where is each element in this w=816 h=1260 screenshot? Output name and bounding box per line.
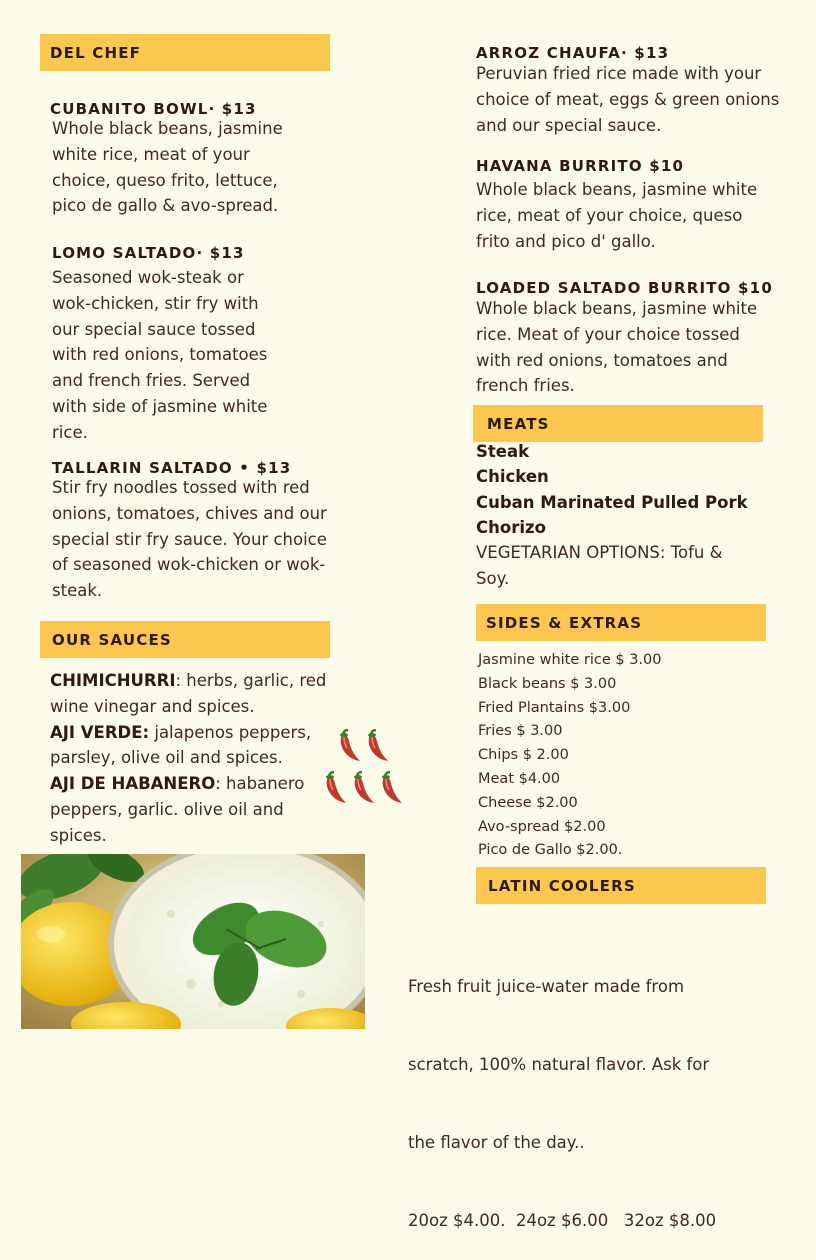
meat-item: Steak xyxy=(476,442,530,461)
lemonade-photo-image xyxy=(21,854,365,1029)
lomo-description: Seasoned wok-steak or wok-chicken, stir fry with our special sauce tossed with red onions, tomatoes and french fries. Served with side of jasmine white rice. xyxy=(52,268,268,442)
chili-pepper-icon xyxy=(322,771,350,805)
vegetarian-options: VEGETARIAN OPTIONS: Tofu & Soy. xyxy=(476,543,723,588)
aji-habanero-line-2: peppers, garlic. olive oil and xyxy=(50,799,284,819)
side-item: Pico de Gallo $2.00. xyxy=(478,842,623,859)
arroz-description: Peruvian fried rice made with your choice of meat, eggs & green onions and our special sauce. xyxy=(476,64,780,135)
meats-banner xyxy=(473,405,763,442)
tallarin-title: TALLARIN SALTADO • $13 xyxy=(52,459,292,477)
lemonade-photo xyxy=(21,854,365,1029)
chili-pepper-icon xyxy=(364,729,392,763)
coolers-description: Fresh fruit juice-water made from scratch, 100% natural flavor. Ask for the flavor of the day.. 20oz $4.00. 24oz $6.00 32oz $8.00 xyxy=(408,977,717,1230)
sides-banner xyxy=(476,604,766,641)
side-item: Meat $4.00 xyxy=(478,770,561,787)
sides-heading: SIDES & EXTRAS xyxy=(486,613,643,632)
meats-heading: MEATS xyxy=(487,414,550,433)
del-chef-heading: DEL CHEF xyxy=(50,43,142,62)
latin-coolers-heading: LATIN COOLERS xyxy=(488,876,636,895)
side-item: Cheese $2.00 xyxy=(478,794,578,811)
aji-habanero-line-3: spices. xyxy=(50,825,107,845)
latin-coolers-banner xyxy=(476,867,766,904)
our-sauces-banner xyxy=(40,621,330,658)
meat-item: Cuban Marinated Pulled Pork xyxy=(476,492,748,512)
lomo-title: LOMO SALTADO· $13 xyxy=(52,244,245,262)
aji-verde-line-1: AJI VERDE: jalapenos peppers, xyxy=(50,722,312,742)
tallarin-description: Stir fry noodles tossed with red onions, tomatoes, chives and our special stir fry sauce. Your choice of seasoned wok-chicken or wok- steak. xyxy=(52,478,327,601)
aji-verde-heat xyxy=(336,729,396,763)
meat-item: Chorizo xyxy=(476,517,546,537)
chili-pepper-icon xyxy=(378,771,406,805)
del-chef-banner xyxy=(40,34,330,71)
chimichurri-line-1: CHIMICHURRI: herbs, garlic, red xyxy=(50,671,327,690)
side-item: Black beans $ 3.00 xyxy=(478,675,617,692)
side-item: Fries $ 3.00 xyxy=(478,723,563,740)
sauces-list xyxy=(50,668,350,849)
loaded-description: Whole black beans, jasmine white rice. Meat of your choice tossed with red onions, tomatoes and french fries. xyxy=(476,299,758,396)
chimichurri-line-2: wine vinegar and spices. xyxy=(50,696,255,716)
chili-pepper-icon xyxy=(336,729,364,763)
side-item: Jasmine white rice $ 3.00 xyxy=(478,652,662,668)
aji-habanero-heat xyxy=(322,771,412,805)
sides-list xyxy=(478,649,662,863)
cubanito-description: Whole black beans, jasmine white rice, meat of your choice, queso frito, lettuce, pico de gallo & avo-spread. xyxy=(52,119,283,216)
havana-title: HAVANA BURRITO $10 xyxy=(476,157,685,175)
aji-habanero-line-1: AJI DE HABANERO: habanero xyxy=(50,774,305,794)
our-sauces-heading: OUR SAUCES xyxy=(52,630,172,649)
loaded-title: LOADED SALTADO BURRITO $10 xyxy=(476,279,773,297)
chili-pepper-icon xyxy=(350,771,378,805)
meat-item: Chicken xyxy=(476,467,549,487)
cubanito-title: CUBANITO BOWL· $13 xyxy=(50,100,257,118)
havana-description: Whole black beans, jasmine white rice, meat of your choice, queso frito and pico d' gallo. xyxy=(476,180,758,251)
side-item: Fried Plantains $3.00 xyxy=(478,699,631,716)
side-item: Avo-spread $2.00 xyxy=(478,818,606,835)
meats-list xyxy=(476,439,748,592)
aji-verde-line-2: parsley, olive oil and spices. xyxy=(50,748,283,768)
side-item: Chips $ 2.00 xyxy=(478,747,569,764)
arroz-title: ARROZ CHAUFA· $13 xyxy=(476,44,670,62)
